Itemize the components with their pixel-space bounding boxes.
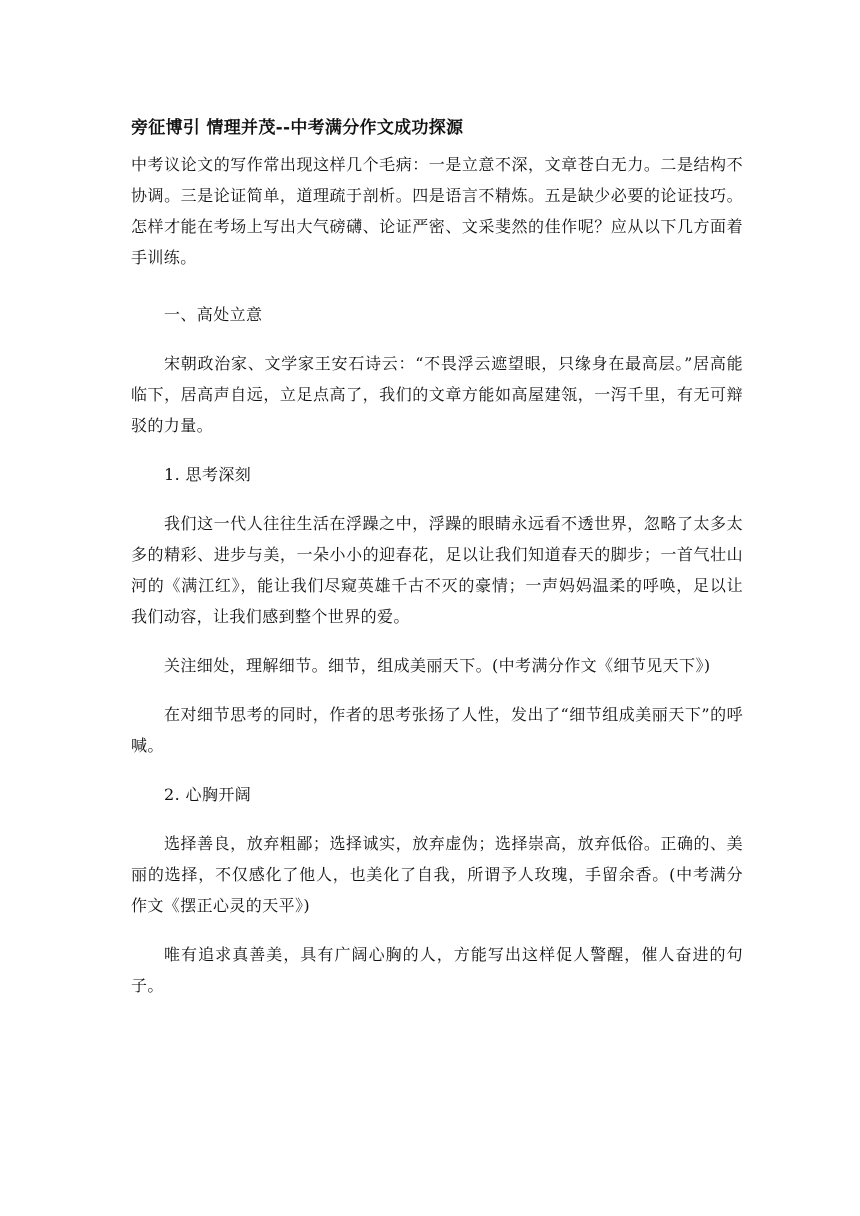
section-heading-high-intent: 一、高处立意 [164,305,263,324]
paragraph-choice-comment: 唯有追求真善美，具有广阔心胸的人，方能写出这样促人警醒，催人奋进的句子。 [131,945,743,995]
paragraph-details-quote: 关注细处，理解细节。细节，组成美丽天下。(中考满分作文《细节见天下》) [164,656,711,675]
section-paragraph-wang-anshi: 宋朝政治家、文学家王安石诗云：“不畏浮云遮望眼，只缘身在最高层。”居高能临下，居高声自远，立足点高了，我们的文章方能如高屋建瓴，一泻千里，有无可辩驳的力量。 [131,354,743,435]
paragraph-choice-quote: 选择善良，放弃粗鄙；选择诚实，放弃虚伪；选择崇高，放弃低俗。正确的、美丽的选择，不仅感化了他人，也美化了自我，所谓予人玫瑰，手留余香。(中考满分作文《摆正心灵的天平》) [131,834,743,915]
paragraph-restless-generation: 我们这一代人往往生活在浮躁之中，浮躁的眼睛永远看不透世界，忽略了太多太多的精彩、进步与美，一朵小小的迎春花，足以让我们知道春天的脚步；一首气壮山河的《满江红》，能让我们尽窥英雄千古不灭的豪情；一声妈妈温柔的呼唤，足以让我们动容，让我们感到整个世界的爱。 [131,514,743,626]
subsection-heading-open-mind: 2. 心胸开阔 [164,785,252,804]
document-body [131,113,743,1019]
paragraph-details-comment: 在对细节思考的同时，作者的思考张扬了人性，发出了“细节组成美丽天下”的呼喊。 [131,705,743,755]
intro-paragraph: 中考议论文的写作常出现这样几个毛病：一是立意不深，文章苍白无力。二是结构不协调。三是论证简单，道理疏于剖析。四是语言不精炼。五是缺少必要的论证技巧。怎样才能在考场上写出大气磅礴、论证严密、文采斐然的佳作呢？应从以下几方面着手训练。 [131,155,743,267]
subsection-heading-deep-thinking: 1. 思考深刻 [164,465,252,484]
document-title: 旁征博引 情理并茂--中考满分作文成功探源 [131,118,464,138]
